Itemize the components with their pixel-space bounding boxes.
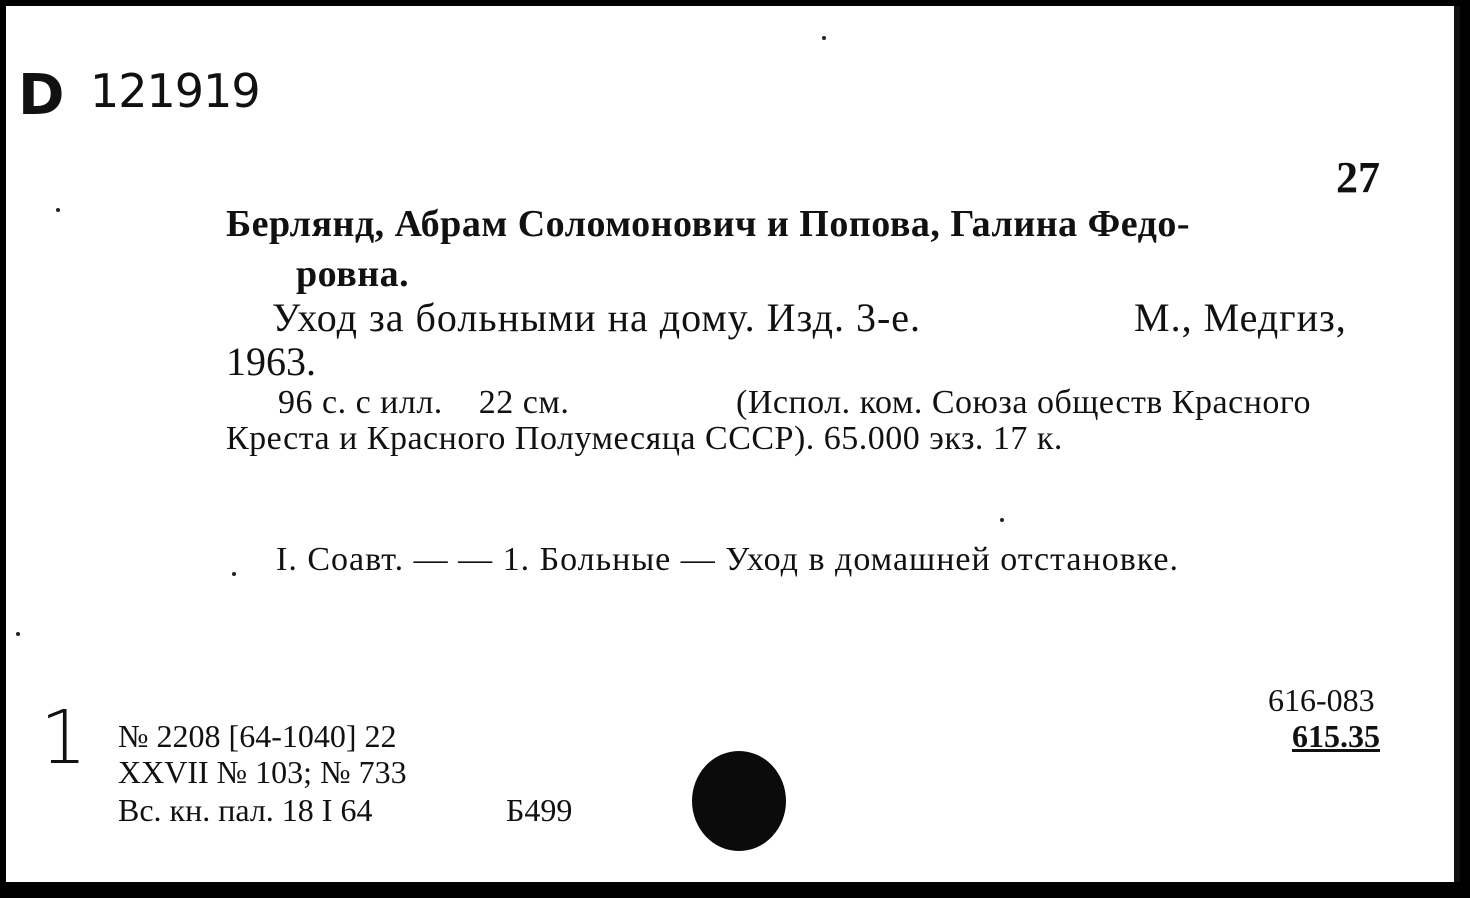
punch-hole [692,751,786,851]
scan-speck [822,36,826,40]
publication-year: 1963. [226,339,316,384]
tracing-line: I. Соавт. — — 1. Больные — Уход в домашней отстановке. [276,541,1180,578]
author-line-2: ровна. [296,253,410,295]
title-line-1: Уход за больными на дому. Изд. 3-е. [272,295,922,340]
series-note-cont: Креста и Красного Полумесяца СССР). 65.000 экз. 17 к. [226,420,1063,457]
registration-line-3: Вс. кн. пал. 18 I 64 [118,792,373,828]
scan-speck [16,632,20,636]
scan-speck [56,208,60,212]
registration-line-1: № 2208 [64-1040] 22 [118,718,397,754]
card-number: 27 [1336,153,1380,202]
publisher: М., Медгиз, [1134,295,1347,340]
physical-description: 96 с. с илл. 22 см. [278,384,570,421]
classification-secondary: 615.35 [1292,718,1380,754]
classification-primary: 616-083 [1268,682,1375,718]
inventory-prefix: D [18,63,63,128]
author-line-1: Берлянд, Абрам Соломонович и Попова, Галина Федо- [226,203,1190,245]
catalog-card [6,6,1460,882]
registration-line-2: XXVII № 103; № 733 [118,754,407,790]
handwritten-mark: 1 [40,695,88,781]
series-note: (Испол. ком. Союза обществ Красного [736,384,1312,421]
scan-speck [232,572,236,576]
registration-code: Б499 [506,792,573,828]
inventory-number: 121919 [90,64,260,118]
scan-speck [1000,518,1004,522]
